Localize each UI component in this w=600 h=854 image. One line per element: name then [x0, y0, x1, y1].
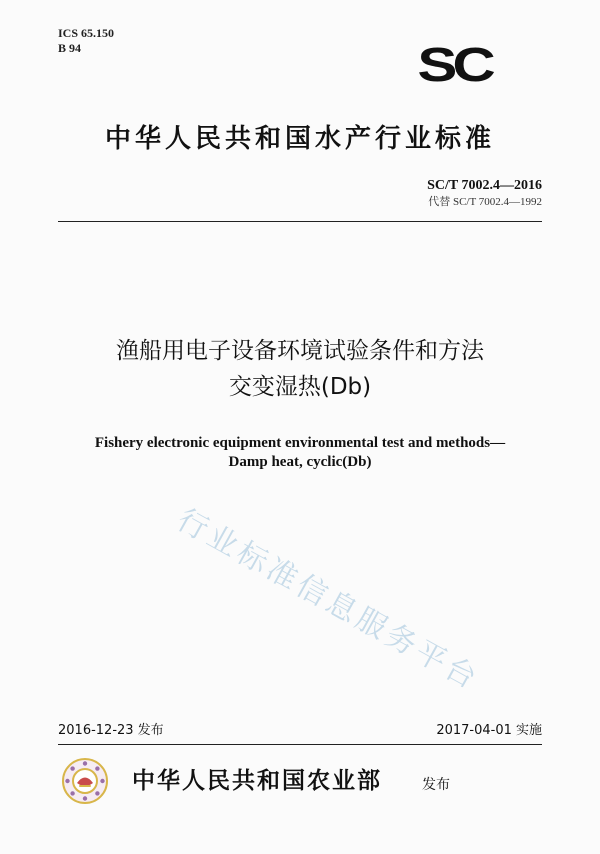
publish-date: 2016-12-23 发布	[58, 723, 164, 738]
top-divider	[58, 221, 542, 222]
watermark: 行业标准信息服务平台	[171, 502, 486, 698]
english-title-line-2: Damp heat, cyclic(Db)	[228, 454, 372, 470]
ics-block	[58, 26, 114, 56]
ics-code: ICS 65.150	[58, 26, 115, 40]
standard-category-title: 中华人民共和国水产行业标准	[104, 124, 495, 154]
issue-label: 发布	[422, 777, 450, 793]
chinese-title-line-1: 渔船用电子设备环境试验条件和方法	[116, 338, 484, 364]
class-code: B 94	[58, 41, 82, 55]
chinese-title-line-2: 交变湿热(Db)	[228, 374, 372, 400]
standard-number: SC/T 7002.4—2016	[427, 178, 542, 193]
ministry-emblem-icon	[62, 758, 108, 804]
implement-date: 2017-04-01 实施	[436, 723, 542, 738]
issuing-authority: 中华人民共和国农业部	[132, 768, 382, 794]
english-title-line-1: Fishery electronic equipment environmental test and methods—	[94, 435, 506, 451]
replaces-standard: 代替 SC/T 7002.4—1992	[428, 196, 542, 208]
bottom-divider	[58, 744, 542, 745]
sc-logo: SC	[417, 39, 491, 92]
